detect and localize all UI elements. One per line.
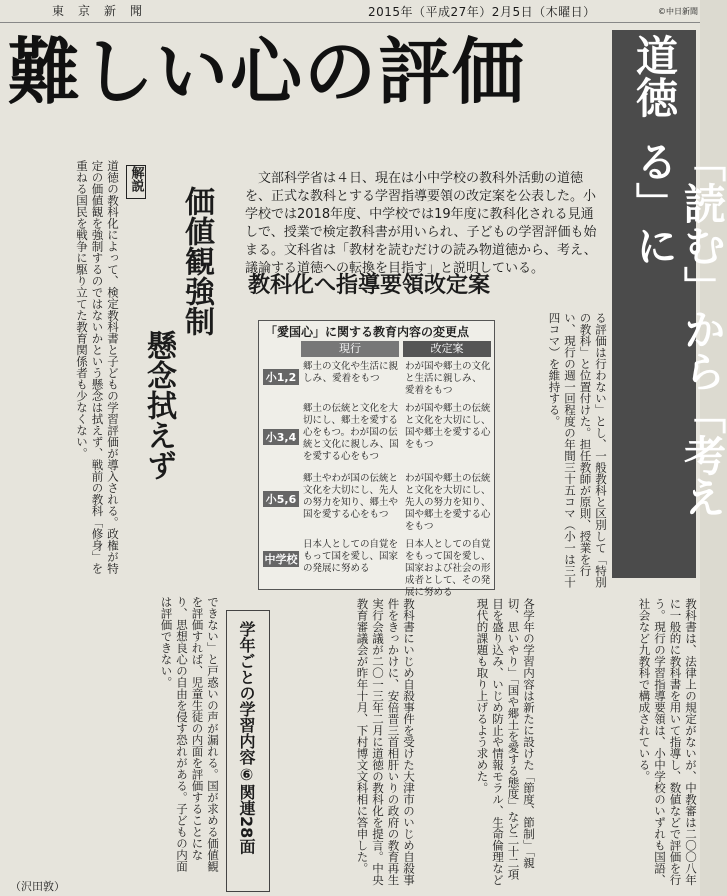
row-revised: わが国や郷土の伝統と文化を大切にし、国や郷土を愛する心をもつ [405, 403, 491, 450]
row-current: 日本人としての自覚をもって国を愛し、国家の発展に努める [303, 539, 399, 574]
analysis-badge-text: 解説 [128, 166, 144, 192]
related-article-box [226, 610, 270, 892]
masthead [0, 0, 700, 23]
side-headline-line2: 「読む」から「考える」に [630, 140, 727, 518]
analysis-badge [126, 165, 146, 199]
paper-name: 東京新聞 [52, 4, 157, 18]
column-header-current: 現行 [301, 341, 399, 357]
body-column-bottom-mid: 各学年の学習内容は新たに設けた「節度、節制」「親切、思いやり」「国や郷土を愛する態度」など二十二項目を盛り込み、いじめ防止や情報モラル、生命倫理など現代的課題も取り上げるよう求めた。 [475, 598, 536, 886]
analysis-title-1: 価値観強制 [179, 186, 214, 336]
row-revised: わが国や郷土の伝統と文化を大切にし、先人の努力を知り、国や郷土を愛する心をもつ [405, 473, 491, 532]
lede-text: 文部科学省は４日、現在は小中学校の教科外活動の道徳を、正式な教科とする学習指導要領の改定案を公表した。小学校では2018年度、中学校では19年度に教科化される見通しで、授業で検定教科書が用いられ、子どもの学習評価も始まる。文科省は「教材を読むだけの読み物道徳から、考え、議論する道徳への転換を目指す」と説明している。 [245, 171, 597, 276]
side-headline-panel [612, 30, 727, 578]
row-current: 郷土やわが国の伝統と文化を大切にし、先人の努力を知り、郷土や国を愛する心をもつ [303, 473, 399, 520]
row-grade: 小5,6 [263, 491, 299, 507]
related-article-text: 学年ごとの学習内容⑥関連28面 [237, 621, 256, 855]
curriculum-change-table [258, 320, 495, 598]
body-column-right-top: る評価は行わない」とし、一般教科と区別して「特別の教科」と位置付けた。担任教師が原則、授業を行い、現行の週一回程度の年間三十五コマ（小一は三十四コマ）を維持する。 [547, 312, 608, 588]
main-headline: 難しい心の評価 [8, 30, 527, 114]
row-revised: 日本人としての自覚をもって国を愛し、国家および社会の形成者として、その発展に努める [405, 539, 491, 598]
subheadline: 教科化へ指導要領改定案 [248, 273, 491, 298]
row-grade: 中学校 [264, 553, 298, 566]
table-caption: 「愛国心」に関する教育内容の変更点 [265, 325, 470, 339]
analysis-body: 道徳の教科化によって、検定教科書と子どもの学習評価が導入される。政権が特定の価値観を強制するのではないかという懸念は拭えず、戦前の教科「修身」を重ねる国民を戦争に駆り立てた教育関係者も少なくない。 [75, 160, 120, 574]
body-column-left-bottom: できない」と戸惑いの声が漏れる。国が求める価値観を評価すれば、児童生徒の内面を評価することになり、思想良心の自由を侵す恐れがある。子どもの内面は評価できない。 [159, 596, 220, 872]
issue-date: 2015年（平成27年）2月5日（木曜日） [368, 5, 596, 19]
side-headline-line1: 道徳 [630, 34, 679, 118]
column-header-revised: 改定案 [403, 341, 491, 357]
row-current: 郷土の文化や生活に親しみ、愛着をもつ [303, 361, 399, 384]
lede-paragraph [245, 170, 605, 276]
byline: （沢田敦） [10, 880, 65, 893]
row-current: 郷土の伝統と文化を大切にし、郷土を愛する心をもつ。わが国の伝統と文化に親しみ、国を愛する心をもつ [303, 403, 399, 462]
body-column-bottom-left: 教科書にいじめ自殺事件を受けた大津市のいじめ自殺事件をきっかけに、安倍晋三首相肝いりの政府の教育再生実行会議が二〇一三年二月に道徳の教科化を提言。中央教育審議会が昨年十月、下村博文文科相に答申した。 [355, 598, 416, 886]
row-revised: わが国や郷土の文化と生活に親しみ、愛着をもつ [405, 361, 491, 396]
credit: ©中日新聞 [658, 7, 698, 16]
analysis-title-2: 懸念拭えず [141, 330, 176, 480]
row-grade: 小1,2 [263, 369, 299, 385]
row-grade: 小3,4 [263, 429, 299, 445]
body-column-bottom-right: 教科書は、法律上の規定がないが、中教審は二〇〇八年に一般的に教科書を用いて指導し、数値などで評価を行う。現行の学習指導要領は、小中学校のいずれも国語、社会など九教科で構成されている。 [637, 598, 698, 886]
